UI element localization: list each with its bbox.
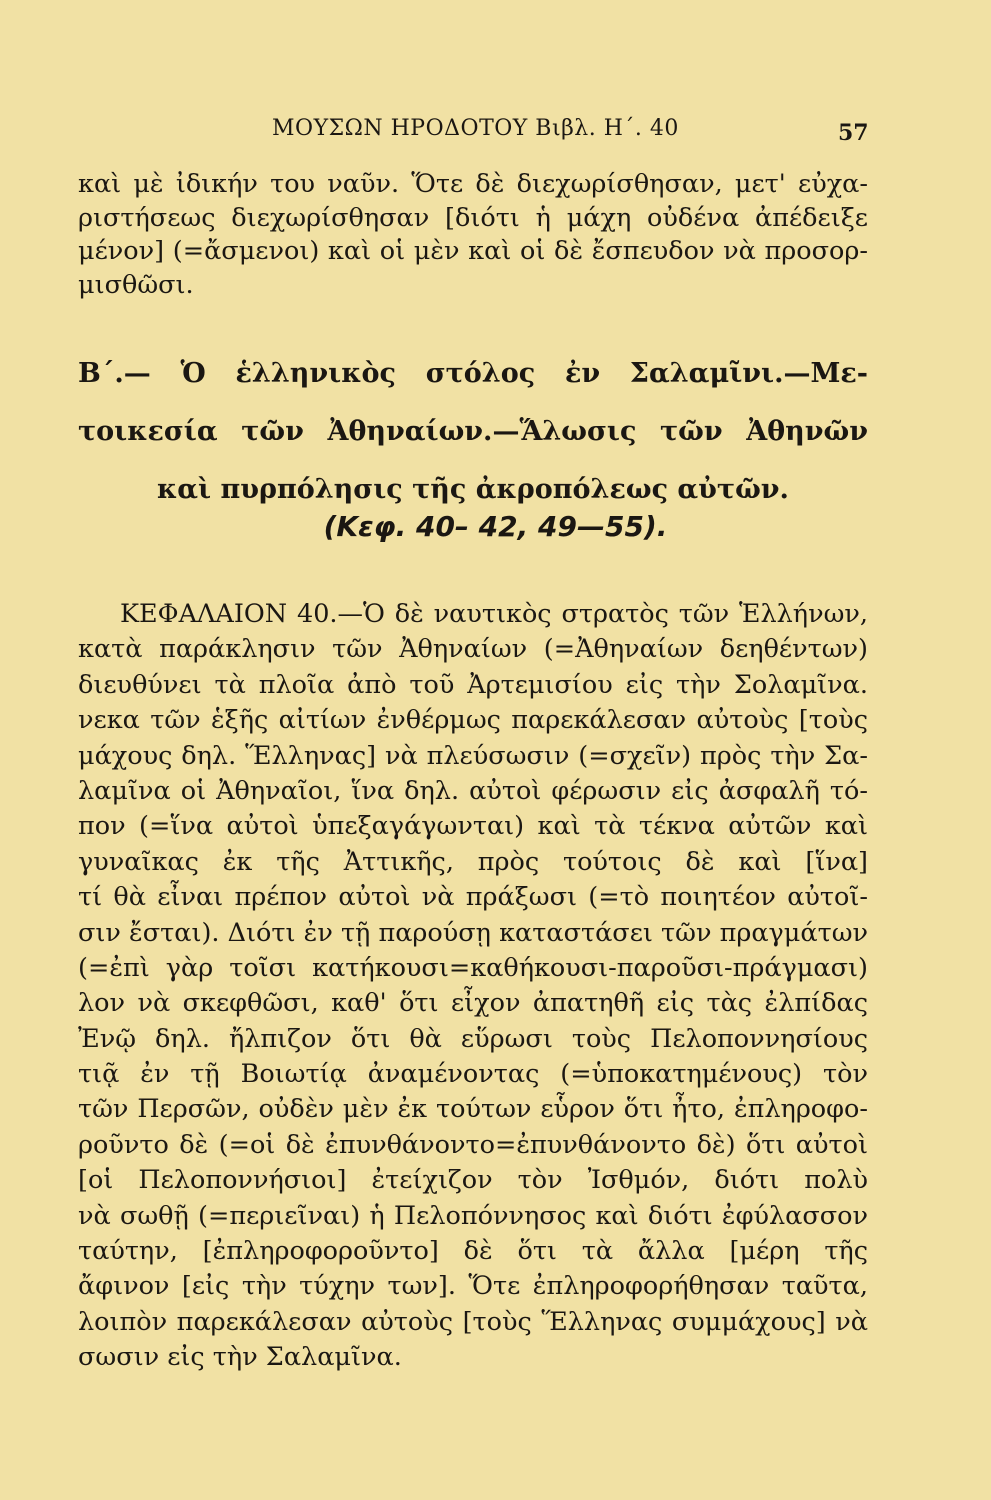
heading-line: τοικεσία τῶν Ἀθηναίων.—Ἅλωσις τῶν Ἀθηνῶν [78,416,868,447]
text-line: κατὰ παράκλησιν τῶν Ἀθηναίων (=Ἀθηναίων δεηθέντων) [78,634,868,665]
text-line: τί θὰ εἶναι πρέπον αὐτοὶ νὰ πράξωσι (=τὸ ποιητέον αὐτοῖ- [78,882,868,913]
running-title: ΜΟΥΣΩΝ ΗΡΟΔΟΤΟΥ Βιβλ. Η΄. 40 [272,116,679,141]
running-header [0,108,991,148]
chapters-reference: (Κεφ. 40– 42, 49—55). [323,510,668,543]
chapter-40-paragraph [78,597,868,1376]
text-line: σιν ἔσται). Διότι ἐν τῇ παρούσῃ καταστάσει τῶν πραγμάτων [78,917,868,948]
text-line: πον (=ἵνα αὐτοὶ ὑπεξαγάγωνται) καὶ τὰ τέκνα αὐτῶν καὶ [78,811,868,842]
text-line: μένον] (=ἄσμενοι) καὶ οἱ μὲν καὶ οἱ δὲ ἔσπευδον νὰ προσορ- [78,236,868,266]
section-heading [78,345,868,519]
text-line: ΚΕΦΑΛΑΙΟΝ 40.—Ὁ δὲ ναυτικὸς στρατὸς τῶν Ἑλλήνων, [120,599,868,629]
text-line: Ἐνῷ δηλ. ἤλπιζον ὅτι θὰ εὕρωσι τοὺς Πελοποννησίους [78,1023,868,1054]
intro-paragraph [78,168,868,302]
text-line: μισθῶσι. [78,269,194,300]
page-number: 57 [838,120,869,146]
text-line: διευθύνει τὰ πλοῖα ἀπὸ τοῦ Ἀρτεμισίου εἰς τὴν Σολαμῖνα. [78,669,868,700]
text-line: νεκα τῶν ἑξῆς αἰτίων ἐνθέρμως παρεκάλεσαν αὐτοὺς [τοὺς [78,705,868,736]
text-line: λοιπὸν παρεκάλεσαν αὐτοὺς [τοὺς Ἕλληνας συμμάχους] νὰ [78,1306,868,1337]
text-line: τῶν Περσῶν, οὐδὲν μὲν ἐκ τούτων εὗρον ὅτι ἦτο, ἐπληροφο- [78,1094,868,1125]
text-line: σωσιν εἰς τὴν Σαλαμῖνα. [78,1342,402,1373]
text-line: ἄφινον [εἰς τὴν τύχην των]. Ὅτε ἐπληροφορήθησαν ταῦτα, [78,1271,868,1302]
heading-line: Β΄.— Ὁ ἑλληνικὸς στόλος ἐν Σαλαμῖνι.—Με- [78,358,868,389]
text-line: ταύτην, [ἐπληροφοροῦντο] δὲ ὅτι τὰ ἄλλα [μέρη τῆς [78,1236,868,1267]
text-line: (=ἐπὶ γὰρ τοῖσι κατήκουσι=καθήκουσι-παροῦσι-πράγμασι) [78,952,868,983]
text-line: νὰ σωθῇ (=περιεῖναι) ἡ Πελοπόννησος καὶ διότι ἐφύλασσον [78,1200,868,1231]
text-line: ριστήσεως διεχωρίσθησαν [διότι ἡ μάχη οὐδένα ἀπέδειξε [78,202,868,233]
text-line: γυναῖκας ἐκ τῆς Ἀττικῆς, πρὸς τούτοις δὲ καὶ [ἵνα] [78,846,868,877]
text-line: λαμῖνα οἱ Ἀθηναῖοι, ἵνα δηλ. αὐτοὶ φέρωσιν εἰς ἀσφαλῆ τό- [78,775,868,806]
text-line: τιᾷ ἐν τῇ Βοιωτίᾳ ἀναμένοντας (=ὑποκατημένους) τὸν [78,1059,868,1090]
heading-line: καὶ πυρπόλησις τῆς ἀκροπόλεως αὐτῶν. [157,474,789,505]
text-line: μάχους δηλ. Ἕλληνας] νὰ πλεύσωσιν (=σχεῖν) πρὸς τὴν Σα- [78,740,868,771]
text-line: ροῦντο δὲ (=οἱ δὲ ἐπυνθάνοντο=ἐπυνθάνοντο δὲ) ὅτι αὐτοὶ [78,1129,868,1160]
text-line: [οἱ Πελοποννήσιοι] ἐτείχιζον τὸν Ἰσθμόν, διότι πολὺ [78,1165,868,1196]
text-line: καὶ μὲ ἰδικήν του ναῦν. Ὅτε δὲ διεχωρίσθησαν, μετ' εὐχα- [78,169,868,199]
text-line: λον νὰ σκεφθῶσι, καθ' ὅτι εἶχον ἀπατηθῆ εἰς τὰς ἐλπίδας [78,988,868,1019]
